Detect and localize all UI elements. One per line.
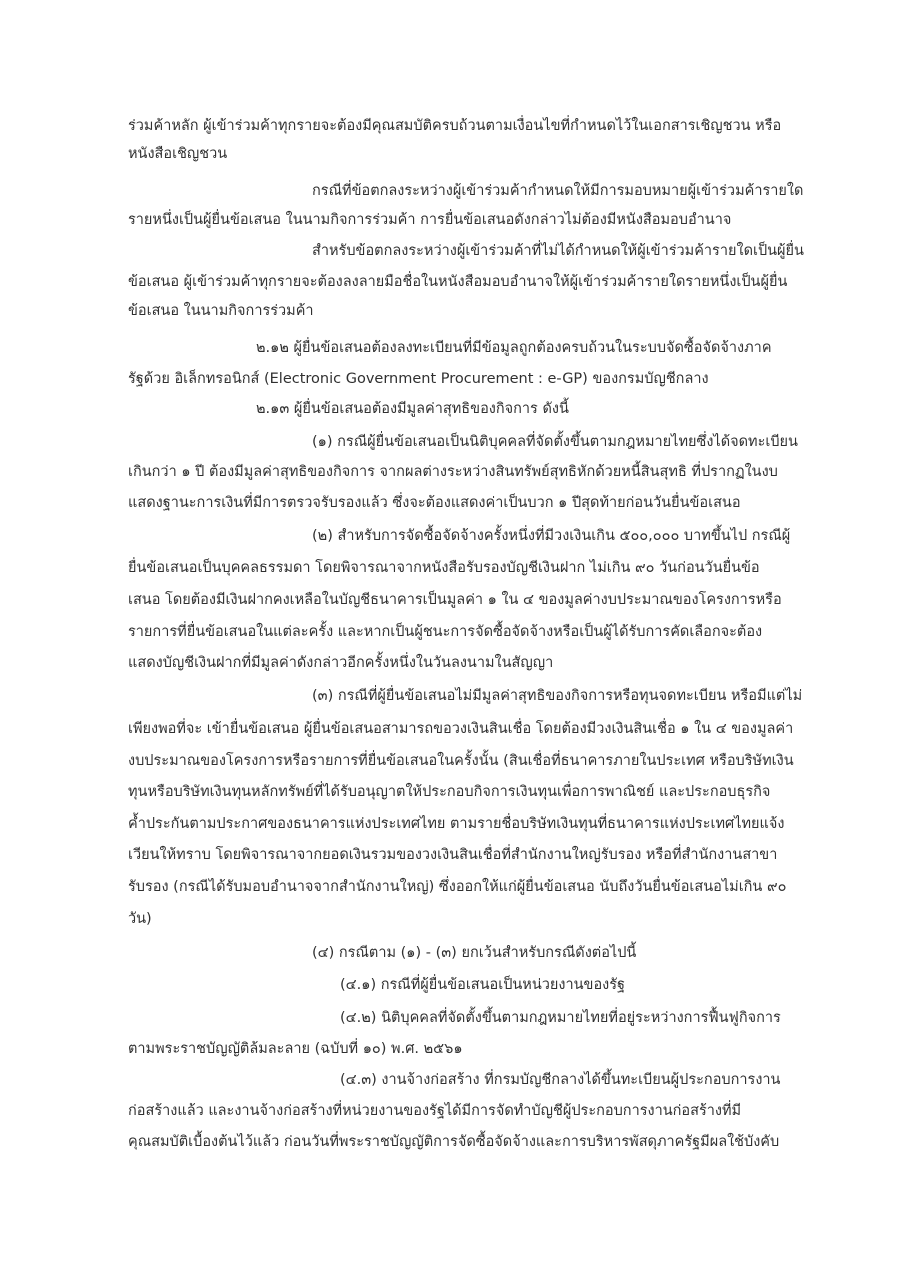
text-line: รับรอง (กรณีได้รับมอบอำนาจจากสำนักงานใหญ่) ซึ่งออกให้แก่ผู้ยื่นข้อเสนอ นับถึงวันยื่นข้อเสนอไม่เกิน ๙๐ bbox=[128, 879, 787, 895]
text-line: (๓) กรณีที่ผู้ยื่นข้อเสนอไม่มีมูลค่าสุทธิของกิจการหรือทุนจดทะเบียน หรือมีแต่ไม่ bbox=[312, 688, 803, 704]
text-line: วัน) bbox=[128, 911, 152, 927]
text-line: ตามพระราชบัญญัติล้มละลาย (ฉบับที่ ๑๐) พ.ศ. ๒๕๖๑ bbox=[128, 1041, 463, 1057]
text-line: (๑) กรณีผู้ยื่นข้อเสนอเป็นนิติบุคคลที่จัดตั้งขึ้นตามกฎหมายไทยซึ่งได้จดทะเบียน bbox=[312, 434, 798, 450]
text-line: ร่วมค้าหลัก ผู้เข้าร่วมค้าทุกรายจะต้องมีคุณสมบัติครบถ้วนตามเงื่อนไขที่กำหนดไว้ในเอกสารเชิญชวน หรือ bbox=[128, 118, 782, 134]
text-line: รัฐด้วย อิเล็กทรอนิกส์ (Electronic Government Procurement : e-GP) ของกรมบัญชีกลาง bbox=[128, 371, 709, 387]
text-line: ข้อเสนอ ผู้เข้าร่วมค้าทุกรายจะต้องลงลายมือชื่อในหนังสือมอบอำนาจให้ผู้เข้าร่วมค้ารายใดรายหนึ่งเป็นผู้ยื่น bbox=[128, 274, 788, 290]
text-line: ยื่นข้อเสนอเป็นบุคคลธรรมดา โดยพิจารณาจากหนังสือรับรองบัญชีเงินฝาก ไม่เกิน ๙๐ วันก่อนวันยื่นข้อ bbox=[128, 560, 760, 576]
text-line: รายหนึ่งเป็นผู้ยื่นข้อเสนอ ในนามกิจการร่วมค้า การยื่นข้อเสนอดังกล่าวไม่ต้องมีหนังสือมอบอำนาจ bbox=[128, 212, 732, 228]
text-line: แสดงบัญชีเงินฝากที่มีมูลค่าดังกล่าวอีกครั้งหนึ่งในวันลงนามในสัญญา bbox=[128, 655, 554, 671]
text-line: ๒.๑๒ ผู้ยื่นข้อเสนอต้องลงทะเบียนที่มีข้อมูลถูกต้องครบถ้วนในระบบจัดซื้อจัดจ้างภาค bbox=[256, 340, 772, 356]
text-line: ข้อเสนอ ในนามกิจการร่วมค้า bbox=[128, 303, 314, 319]
text-line: ๒.๑๓ ผู้ยื่นข้อเสนอต้องมีมูลค่าสุทธิของกิจการ ดังนี้ bbox=[256, 401, 569, 417]
text-line: ทุนหรือบริษัทเงินทุนหลักทรัพย์ที่ได้รับอนุญาตให้ประกอบกิจการเงินทุนเพื่อการพาณิชย์ และประกอบธุรกิจ bbox=[128, 784, 771, 800]
text-line: ก่อสร้างแล้ว และงานจ้างก่อสร้างที่หน่วยงานของรัฐได้มีการจัดทำบัญชีผู้ประกอบการงานก่อสร้างที่มี bbox=[128, 1103, 742, 1119]
text-line: รายการที่ยื่นข้อเสนอในแต่ละครั้ง และหากเป็นผู้ชนะการจัดซื้อจัดจ้างหรือเป็นผู้ได้รับการคัดเลือกจะต้อง bbox=[128, 624, 763, 640]
text-line: แสดงฐานะการเงินที่มีการตรวจรับรองแล้ว ซึ่งจะต้องแสดงค่าเป็นบวก ๑ ปีสุดท้ายก่อนวันยื่นข้อเสนอ bbox=[128, 495, 741, 511]
text-line: เสนอ โดยต้องมีเงินฝากคงเหลือในบัญชีธนาคารเป็นมูลค่า ๑ ใน ๔ ของมูลค่างบประมาณของโครงการหรือ bbox=[128, 592, 782, 608]
text-line: สำหรับข้อตกลงระหว่างผู้เข้าร่วมค้าที่ไม่ได้กำหนดให้ผู้เข้าร่วมค้ารายใดเป็นผู้ยื่น bbox=[312, 243, 804, 259]
text-line: (๔) กรณีตาม (๑) - (๓) ยกเว้นสำหรับกรณีดังต่อไปนี้ bbox=[312, 945, 637, 961]
text-line: (๔.๒) นิติบุคคลที่จัดตั้งขึ้นตามกฎหมายไทยที่อยู่ระหว่างการฟื้นฟูกิจการ bbox=[340, 1010, 781, 1026]
text-line: (๔.๑) กรณีที่ผู้ยื่นข้อเสนอเป็นหน่วยงานของรัฐ bbox=[340, 977, 626, 993]
text-line: กรณีที่ข้อตกลงระหว่างผู้เข้าร่วมค้ากำหนดให้มีการมอบหมายผู้เข้าร่วมค้ารายใด bbox=[312, 183, 804, 199]
text-line: งบประมาณของโครงการหรือรายการที่ยื่นข้อเสนอในครั้งนั้น (สินเชื่อที่ธนาคารภายในประเทศ หรือบริษัทเงิน bbox=[128, 753, 794, 769]
text-line: ค้ำประกันตามประกาศของธนาคารแห่งประเทศไทย ตามรายชื่อบริษัทเงินทุนที่ธนาคารแห่งประเทศไทยแจ้ง bbox=[128, 816, 785, 832]
text-line: (๒) สำหรับการจัดซื้อจัดจ้างครั้งหนึ่งที่มีวงเงินเกิน ๕๐๐,๐๐๐ บาทขึ้นไป กรณีผู้ bbox=[312, 528, 791, 544]
text-line: หนังสือเชิญชวน bbox=[128, 146, 228, 162]
text-line: คุณสมบัติเบื้องต้นไว้แล้ว ก่อนวันที่พระราชบัญญัติการจัดซื้อจัดจ้างและการบริหารพัสดุภาครัฐมีผลใช้บังคับ bbox=[128, 1134, 780, 1150]
text-line: เพียงพอที่จะ เข้ายื่นข้อเสนอ ผู้ยื่นข้อเสนอสามารถขอวงเงินสินเชื่อ โดยต้องมีวงเงินสินเชื่อ ๑ ใน ๔ ของมูลค่า bbox=[128, 721, 794, 737]
text-line: (๔.๓) งานจ้างก่อสร้าง ที่กรมบัญชีกลางได้ขึ้นทะเบียนผู้ประกอบการงาน bbox=[340, 1072, 781, 1088]
text-line: เกินกว่า ๑ ปี ต้องมีมูลค่าสุทธิของกิจการ จากผลต่างระหว่างสินทรัพย์สุทธิหักด้วยหนี้สินสุทธิ ที่ปรากฏในงบ bbox=[128, 464, 778, 480]
text-line: เวียนให้ทราบ โดยพิจารณาจากยอดเงินรวมของวงเงินสินเชื่อที่สำนักงานใหญ่รับรอง หรือที่สำนักงานสาขา bbox=[128, 847, 778, 863]
